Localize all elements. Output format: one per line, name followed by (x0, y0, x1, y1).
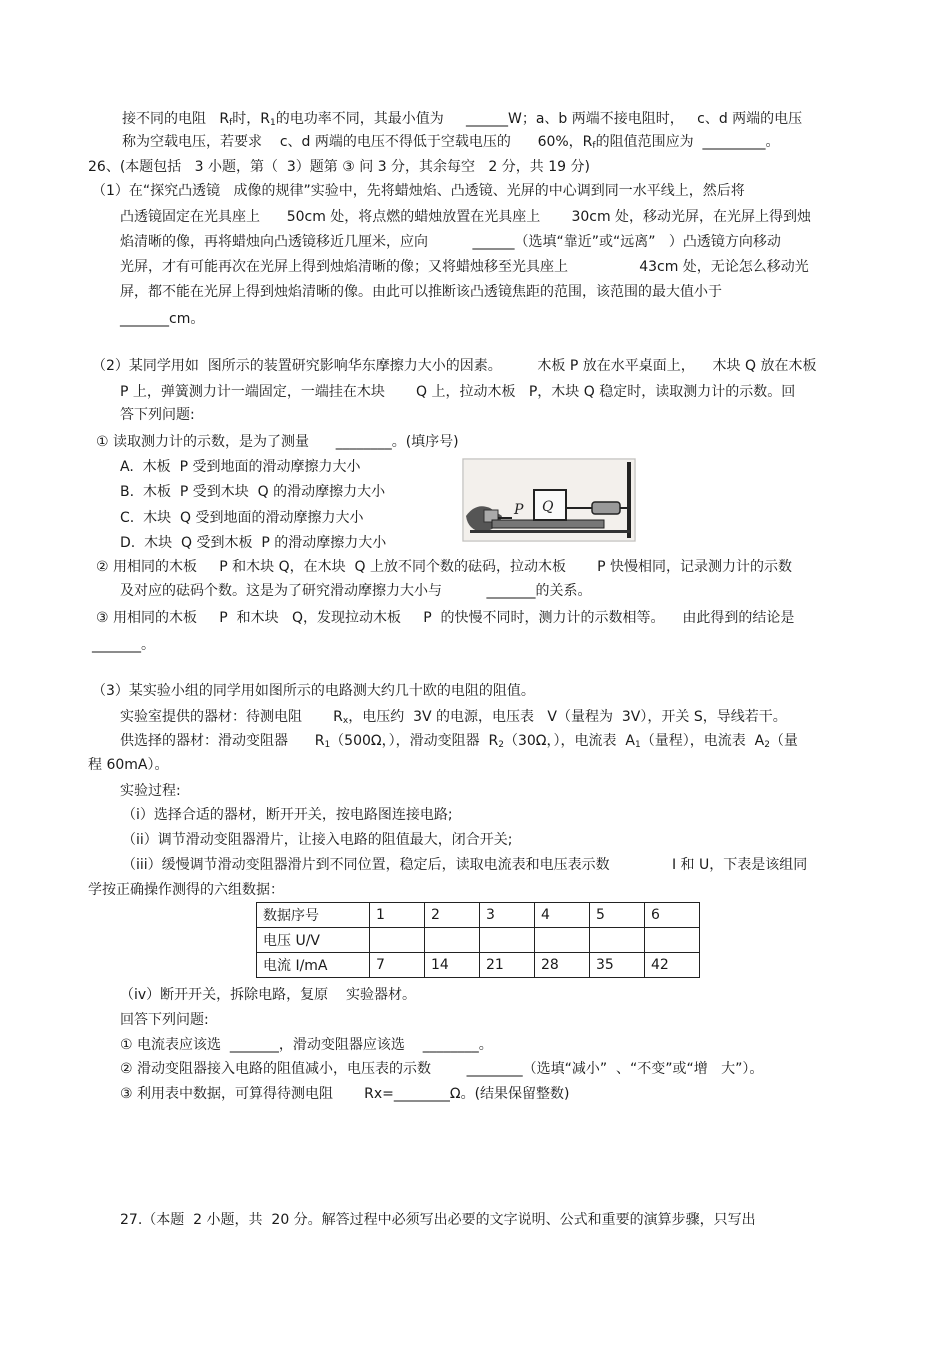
table-cell: 35 (590, 953, 645, 978)
text-line: 屏，都不能在光屏上得到烛焰清晰的像。由此可以推断该凸透镜焦距的范围，该范围的最大值小于 (120, 284, 722, 300)
question-27-heading: 27.（本题 2 小题，共 20 分。解答过程中必须写出必要的文字说明、公式和重要的演算步骤，只写出 (120, 1212, 756, 1228)
data-table (256, 902, 700, 978)
table-cell: 5 (590, 903, 645, 928)
label-p: P (514, 502, 524, 518)
table-cell: 6 (645, 903, 700, 928)
table-cell: 7 (370, 953, 425, 978)
text-line: 及对应的砝码个数。这是为了研究滑动摩擦力大小与 _______的关系。 (120, 583, 592, 599)
text-line: 凸透镜固定在光具座上 50cm 处，将点燃的蜡烛放置在光具座上 30cm 处，移动光屏，在光屏上得到烛 (120, 209, 812, 225)
text-line: 回答下列问题: (120, 1012, 209, 1028)
table-cell: 电压 U/V (257, 928, 370, 953)
label-q: Q (542, 499, 554, 515)
table-cell (425, 928, 480, 953)
text-line: （1）在“探究凸透镜 成像的规律”实验中，先将蜡烛焰、凸透镜、光屏的中心调到同一水平线上，然后将 (92, 183, 745, 199)
text-line: 学按正确操作测得的六组数据： (88, 882, 284, 898)
friction-apparatus-figure (462, 458, 636, 542)
board-p (492, 520, 604, 528)
table-row (257, 903, 700, 928)
table-cell: 3 (480, 903, 535, 928)
text-line: 实验室提供的器材：待测电阻 $R_x$，电压约 3V 的电源，电压表 V（量程为 3V），开关 S，导线若干。 (120, 709, 787, 726)
question-26-heading: 26、(本题包括 3 小题，第（ 3）题第 ③ 问 3 分，其余每空 2 分，共 19 分) (88, 159, 590, 175)
text-line: （iii）缓慢调节滑动变阻器滑片到不同位置，稳定后，读取电流表和电压表示数 I 和 U，下表是该组同 (122, 857, 808, 873)
table-cell (645, 928, 700, 953)
text-line: ② 滑动变阻器接入电路的阻值减小，电压表的示数 ________（选填“减小” 、“不变”或“增 大”）。 (120, 1061, 764, 1077)
text-line: ③ 利用表中数据，可算得待测电阻 Rx=________Ω。(结果保留整数) (120, 1086, 570, 1102)
text-line: （iv）断开开关，拆除电路，复原 实验器材。 (120, 987, 416, 1003)
text-line: 光屏，才有可能再次在光屏上得到烛焰清晰的像；又将蜡烛移至光具座上 43cm 处，无论怎么移动光 (120, 259, 809, 275)
table-cell: 2 (425, 903, 480, 928)
text-line: 接不同的电阻 $R_f$时，$R_1$的电功率不同，其最小值为 ______W；a、b 两端不接电阻时， c、d 两端的电压 (122, 111, 803, 128)
table-row (257, 953, 700, 978)
option-a: A. 木板 P 受到地面的滑动摩擦力大小 (120, 459, 361, 475)
table-row (257, 928, 700, 953)
text-line: （i）选择合适的器材，断开开关，按电路图连接电路; (122, 807, 453, 823)
text-line: _______cm。 (120, 311, 205, 327)
table-cell (590, 928, 645, 953)
text-line: 答下列问题: (120, 407, 195, 423)
text-line: 称为空载电压，若要求 c、d 两端的电压不得低于空载电压的 60%，$R_f$的阻值范围应为 _________。 (122, 134, 780, 151)
table-cell (370, 928, 425, 953)
option-c: C. 木块 Q 受到地面的滑动摩擦力大小 (120, 510, 364, 526)
text-line: 实验过程: (120, 783, 181, 799)
text-line: 供选择的器材：滑动变阻器 $R_1(500\Omega$，），滑动变阻器 $R_2(30\Omega$，），电流表 $A_1$（量程），电流表 $A_2$（量 (120, 733, 798, 750)
option-b: B. 木板 P 受到木块 Q 的滑动摩擦力大小 (120, 484, 386, 500)
spring-scale (592, 502, 620, 514)
table-cell: 42 (645, 953, 700, 978)
table-cell: 电流 I/mA (257, 953, 370, 978)
text-line: ① 读取测力计的示数，是为了测量 ________。(填序号) (96, 434, 459, 450)
table-cell: 21 (480, 953, 535, 978)
text-line: 程 60mA）。 (88, 757, 169, 773)
text-line: P 上，弹簧测力计一端固定，一端挂在木块 Q 上，拉动木板 P，木块 Q 稳定时，读取测力计的示数。回 (120, 384, 796, 400)
table-cell: 14 (425, 953, 480, 978)
text-line: ③ 用相同的木板 P 和木块 Q，发现拉动木板 P 的快慢不同时，测力计的示数相等。 由此得到的结论是 (96, 610, 795, 626)
table-cell: 4 (535, 903, 590, 928)
text-line: （2）某同学用如 图所示的装置研究影响华东摩擦力大小的因素。 木板 P 放在水平桌面上， 木块 Q 放在木板 (92, 358, 817, 374)
option-d: D. 木块 Q 受到木板 P 的滑动摩擦力大小 (120, 535, 387, 551)
table-cell: 数据序号 (257, 903, 370, 928)
table-cell: 1 (370, 903, 425, 928)
table-cell: 28 (535, 953, 590, 978)
text-line: ② 用相同的木板 P 和木块 Q，在木块 Q 上放不同个数的砝码，拉动木板 P 快慢相同，记录测力计的示数 (96, 559, 793, 575)
table-surface (470, 530, 630, 533)
table-cell (480, 928, 535, 953)
text-line: （ii）调节滑动变阻器滑片，让接入电路的阻值最大，闭合开关; (122, 832, 513, 848)
table-cell (535, 928, 590, 953)
text-line: ① 电流表应该选 _______，滑动变阻器应该选 ________。 (120, 1037, 493, 1053)
text-line: 焰清晰的像，再将蜡烛向凸透镜移近几厘米，应向 ______（选填“靠近”或“远离” ）凸透镜方向移动 (120, 234, 781, 250)
text-line: _______。 (92, 637, 155, 653)
text-line: （3）某实验小组的同学用如图所示的电路测大约几十欧的电阻的阻值。 (92, 683, 535, 699)
